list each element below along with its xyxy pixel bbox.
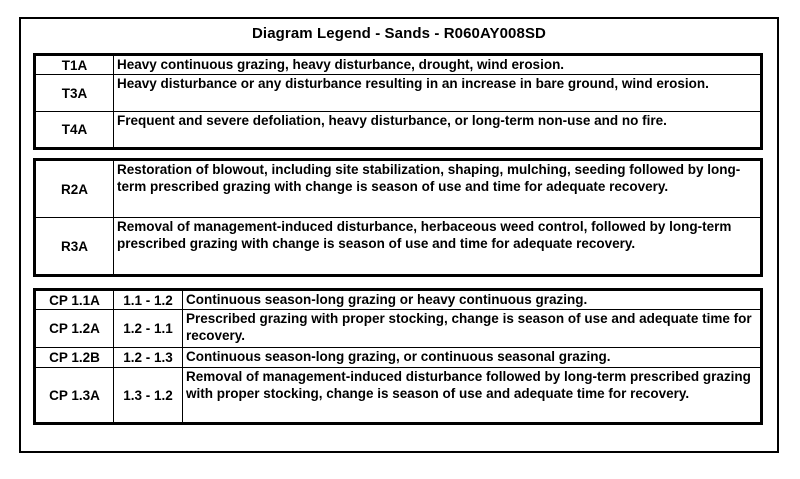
pathway-text: Continuous season-long grazing, or continuous seasonal grazing. — [183, 348, 762, 368]
pathway-text: Continuous season-long grazing or heavy continuous grazing. — [183, 290, 762, 310]
pathway-range: 1.3 - 1.2 — [114, 368, 183, 424]
restoration-text: Restoration of blowout, including site stabilization, shaping, mulching, seeding followed by long-term prescribed grazing with change is season of use and time for adequate recovery. — [114, 160, 762, 218]
restoration-row — [35, 160, 762, 218]
pathway-text: Prescribed grazing with proper stocking, change is season of use and adequate time for recovery. — [183, 310, 762, 348]
restoration-code: R2A — [35, 160, 114, 218]
pathway-code: CP 1.1A — [35, 290, 114, 310]
restoration-text: Removal of management-induced disturbance, herbaceous weed control, followed by long-term prescribed grazing with change is season of use and time for adequate recovery. — [114, 218, 762, 276]
transition-text: Heavy continuous grazing, heavy disturbance, drought, wind erosion. — [114, 55, 762, 75]
pathway-text: Removal of management-induced disturbance followed by long-term prescribed grazing with proper stocking, change is season of use and adequate time for recovery. — [183, 368, 762, 424]
restoration-code: R3A — [35, 218, 114, 276]
pathway-row — [35, 348, 762, 368]
pathway-code: CP 1.3A — [35, 368, 114, 424]
pathway-code: CP 1.2B — [35, 348, 114, 368]
transition-code: T1A — [35, 55, 114, 75]
legend-title: Diagram Legend - Sands - R060AY008SD — [252, 25, 546, 42]
transition-row — [35, 55, 762, 75]
pathway-code: CP 1.2A — [35, 310, 114, 348]
transition-row — [35, 112, 762, 149]
transition-text: Heavy disturbance or any disturbance resulting in an increase in bare ground, wind erosion. — [114, 75, 762, 112]
pathway-range: 1.2 - 1.1 — [114, 310, 183, 348]
restorations-table — [33, 158, 763, 277]
transition-code: T3A — [35, 75, 114, 112]
transition-text: Frequent and severe defoliation, heavy disturbance, or long-term non-use and no fire. — [114, 112, 762, 149]
pathway-row — [35, 290, 762, 310]
transition-code: T4A — [35, 112, 114, 149]
transition-row — [35, 75, 762, 112]
restoration-row — [35, 218, 762, 276]
transitions-table — [33, 53, 763, 150]
community-pathways-table — [33, 288, 763, 425]
pathway-range: 1.2 - 1.3 — [114, 348, 183, 368]
pathway-range: 1.1 - 1.2 — [114, 290, 183, 310]
pathway-row — [35, 310, 762, 348]
pathway-row — [35, 368, 762, 424]
legend-frame — [19, 17, 779, 453]
